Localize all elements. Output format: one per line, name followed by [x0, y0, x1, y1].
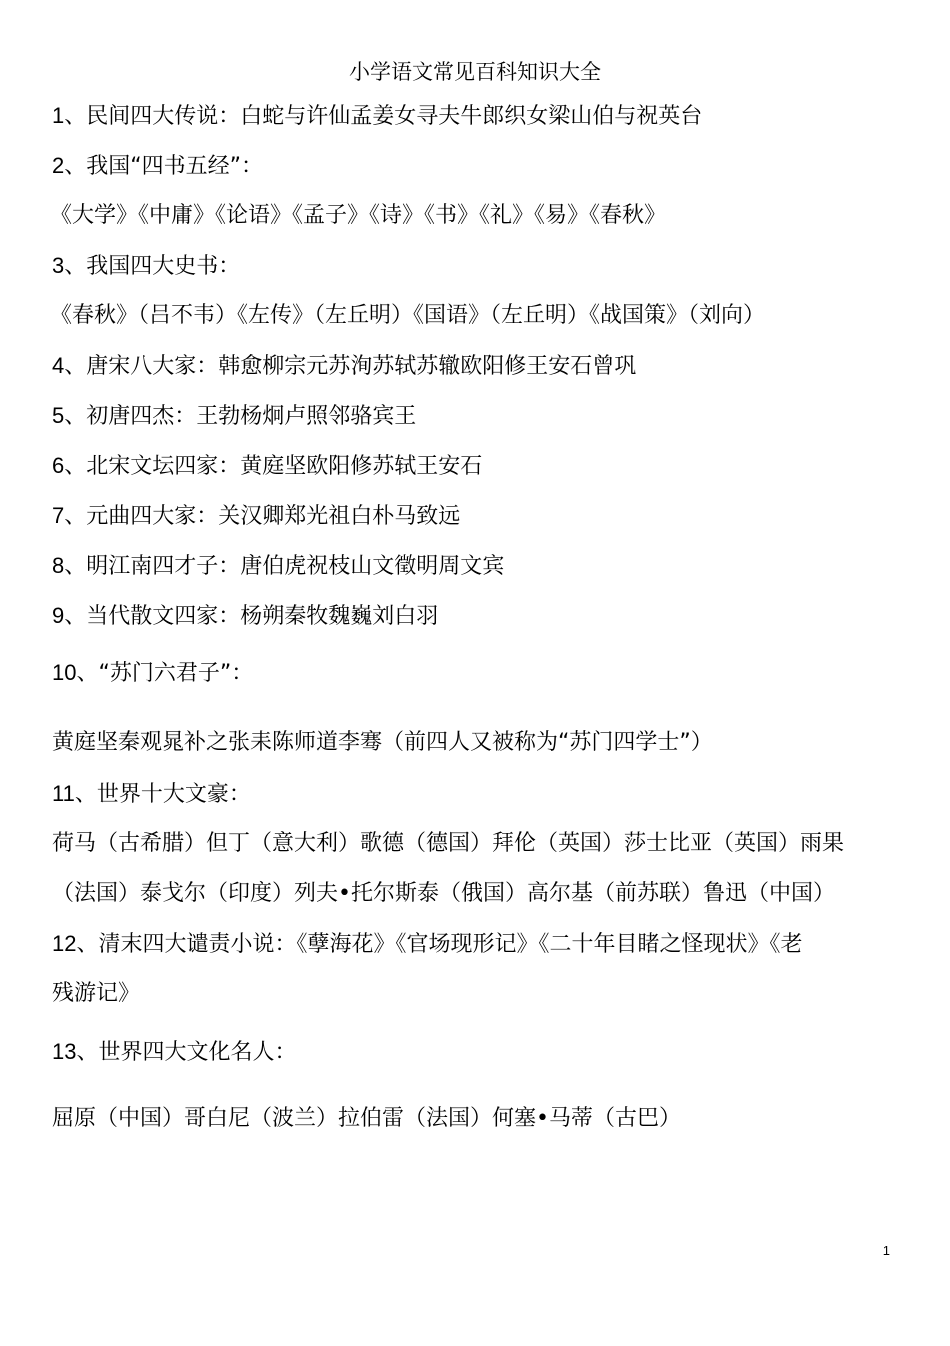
item-text: 黄庭坚秦观晁补之张耒陈师道李骞（前四人又被称为“苏门四学士”） — [52, 730, 713, 755]
item-text: 、初唐四杰：王勃杨炯卢照邻骆宾王 — [64, 404, 417, 429]
item-number: 12 — [52, 931, 77, 956]
item-text: 屈原（中国）哥白尼（波兰）拉伯雷（法国）何塞•马蒂（古巴） — [52, 1106, 681, 1131]
page-number: 1 — [882, 1243, 890, 1258]
item-text: 、我国四大史书： — [64, 254, 241, 279]
list-item-continuation — [52, 1104, 681, 1134]
item-text: （法国）泰戈尔（印度）列夫•托尔斯泰（俄国）高尔基（前苏联）鲁迅（中国） — [52, 881, 835, 906]
list-item — [52, 451, 482, 482]
item-number: 11 — [52, 781, 75, 806]
list-item-continuation — [50, 301, 765, 331]
list-item — [52, 1037, 297, 1068]
item-number: 10 — [52, 660, 77, 685]
item-text: 、我国“四书五经”： — [64, 154, 264, 179]
item-number: 2 — [52, 153, 65, 178]
list-item — [52, 658, 253, 689]
item-text: 、世界十大文豪： — [74, 782, 251, 807]
item-number: 8 — [52, 553, 65, 578]
list-item — [52, 601, 438, 632]
list-item-continuation — [52, 728, 713, 758]
list-item-continuation — [50, 201, 666, 231]
item-text: 《大学》《中庸》《论语》《孟子》《诗》《书》《礼》《易》《春秋》 — [50, 203, 667, 228]
item-number: 7 — [52, 503, 65, 528]
item-number: 13 — [52, 1039, 77, 1064]
page-title: 小学语文常见百科知识大全 — [349, 60, 601, 84]
item-text: 、世界四大文化名人： — [76, 1040, 297, 1065]
item-text: 、元曲四大家：关汉卿郑光祖白朴马致远 — [64, 504, 461, 529]
item-number: 3 — [52, 253, 65, 278]
item-text: 、北宋文坛四家：黄庭坚欧阳修苏轼王安石 — [64, 454, 483, 479]
list-item — [52, 401, 416, 432]
list-item — [52, 501, 460, 532]
list-item-continuation — [52, 879, 835, 909]
list-item — [52, 779, 251, 810]
list-item-continuation — [52, 979, 140, 1009]
list-item — [52, 251, 240, 282]
item-number: 5 — [52, 403, 65, 428]
list-item — [52, 929, 803, 960]
item-text: 《春秋》（吕不韦）《左传》（左丘明）《国语》（左丘明）《战国策》（刘向） — [50, 303, 766, 328]
item-text: 、“苏门六君子”： — [76, 661, 254, 686]
item-text: 、唐宋八大家：韩愈柳宗元苏洵苏轼苏辙欧阳修王安石曾巩 — [64, 354, 637, 379]
item-number: 6 — [52, 453, 65, 478]
item-text: 、明江南四才子：唐伯虎祝枝山文徵明周文宾 — [64, 554, 505, 579]
item-text: 、当代散文四家：杨朔秦牧魏巍刘白羽 — [64, 604, 439, 629]
item-text: 、清末四大谴责小说：《孽海花》《官场现形记》《二十年目睹之怪现状》《老 — [76, 932, 803, 957]
item-number: 9 — [52, 603, 65, 628]
list-item — [52, 101, 702, 132]
list-item — [52, 151, 263, 182]
item-text: 荷马（古希腊）但丁（意大利）歌德（德国）拜伦（英国）莎士比亚（英国）雨果 — [52, 831, 845, 856]
item-text: 残游记》 — [52, 981, 141, 1006]
list-item — [52, 351, 636, 382]
list-item-continuation — [52, 829, 844, 859]
list-item — [52, 551, 504, 582]
item-text: 、民间四大传说：白蛇与许仙孟姜女寻夫牛郎织女梁山伯与祝英台 — [64, 104, 703, 129]
item-number: 4 — [52, 353, 65, 378]
item-number: 1 — [52, 103, 65, 128]
